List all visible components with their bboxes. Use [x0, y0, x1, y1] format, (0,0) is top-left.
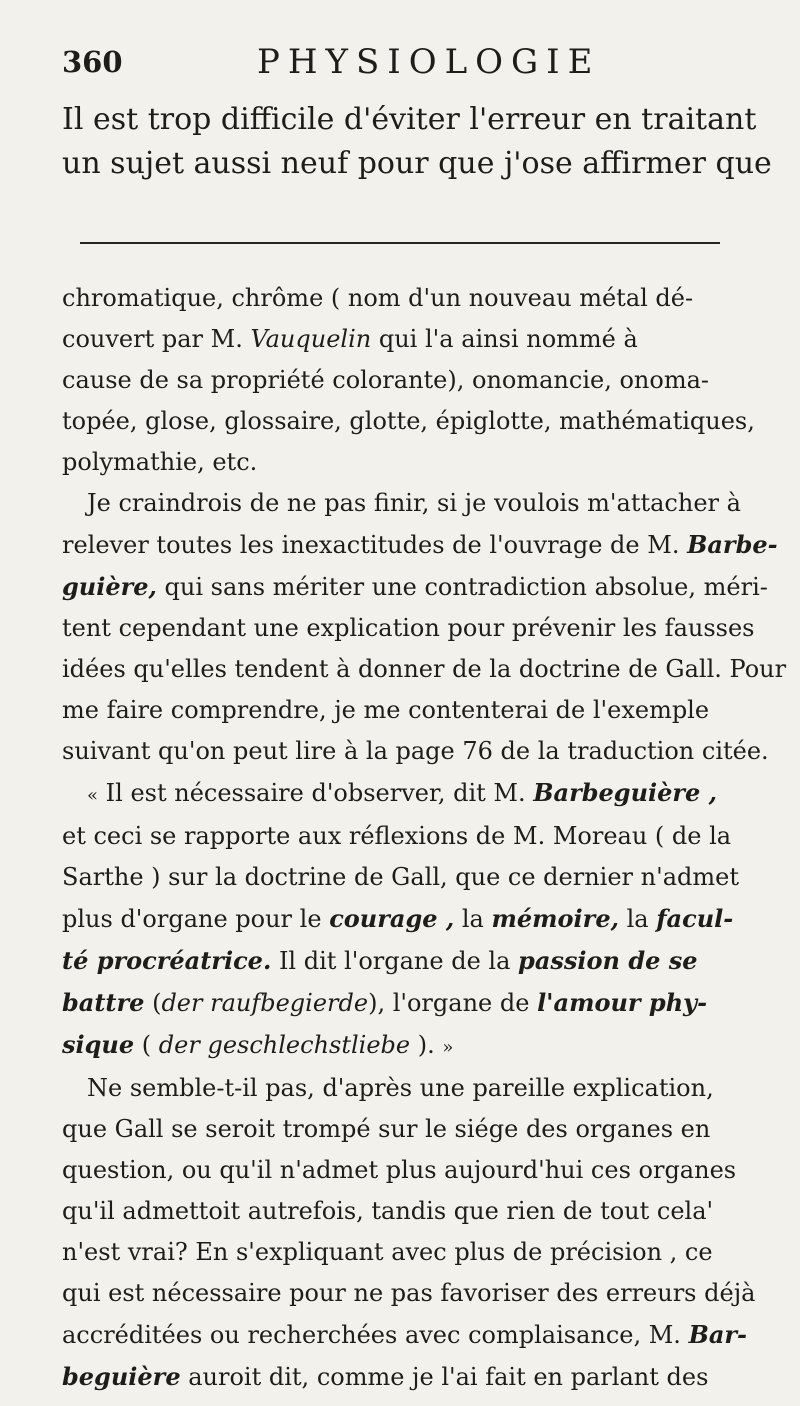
text-line: que Gall se seroit trompé sur le siége des organes en [62, 1115, 711, 1143]
text-line: plus d'organe pour le courage , la mémoire, la facul- [62, 904, 734, 933]
footnote-divider [80, 242, 720, 244]
text-line: beguière auroit dit, comme je l'ai fait en parlant des [62, 1362, 709, 1391]
text-line: cause de sa propriété colorante), onomancie, onoma- [62, 366, 709, 394]
text-line: question, ou qu'il n'admet plus aujourd'hui ces organes [62, 1156, 737, 1184]
text-line: accréditées ou recherchées avec complaisance, M. Bar- [62, 1320, 748, 1349]
text-line: tent cependant une explication pour prévenir les fausses [62, 614, 755, 642]
text-line: suivant qu'on peut lire à la page 76 de la traduction citée. [62, 737, 769, 765]
main-text-block [62, 98, 777, 186]
text-line: Je craindrois de ne pas finir, si je voulois m'attacher à [87, 489, 741, 517]
text-line: et ceci se rapporte aux réflexions de M. Moreau ( de la [62, 822, 732, 850]
text-line: Ne semble-t-il pas, d'après une pareille explication, [87, 1074, 714, 1102]
page-header [62, 44, 762, 88]
italic-name: Barbe- [687, 530, 778, 559]
text-line: un sujet aussi neuf pour que j'ose affirmer que [62, 146, 772, 181]
text-line: polymathie, etc. [62, 448, 258, 476]
text-line: qui est nécessaire pour ne pas favoriser des erreurs déjà [62, 1279, 756, 1307]
page-number: 360 [62, 45, 123, 79]
text-line: relever toutes les inexactitudes de l'ouvrage de M. Barbe- [62, 530, 778, 559]
text-line: té procréatrice. Il dit l'organe de la passion de se [62, 946, 698, 975]
text-line: qu'il admettoit autrefois, tandis que rien de tout cela' [62, 1197, 714, 1225]
text-line: guière, qui sans mériter une contradiction absolue, méri- [62, 572, 768, 601]
italic-name: Barbeguière , [533, 778, 718, 807]
running-head: PHYSIOLOGIE [257, 42, 601, 82]
text-line: Il est trop difficile d'éviter l'erreur en traitant [62, 102, 757, 137]
italic-name: beguière [62, 1362, 181, 1391]
text-line: Sarthe ) sur la doctrine de Gall, que ce dernier n'admet [62, 863, 739, 891]
text-line: couvert par M. Vauquelin qui l'a ainsi nommé à [62, 325, 638, 353]
italic-name: guière, [62, 572, 157, 601]
footnote-text-block [62, 278, 787, 1398]
text-line: « Il est nécessaire d'observer, dit M. Barbeguière , [87, 778, 718, 807]
italic-name: Vauquelin [250, 325, 372, 353]
italic-name: Bar- [688, 1320, 748, 1349]
text-line: chromatique, chrôme ( nom d'un nouveau métal dé- [62, 284, 694, 312]
text-line: me faire comprendre, je me contenterai de l'exemple [62, 696, 710, 724]
text-line: sique ( der geschlechstliebe ). » [62, 1030, 454, 1059]
text-line: idées qu'elles tendent à donner de la doctrine de Gall. Pour [62, 655, 787, 683]
text-line: battre (der raufbegierde), l'organe de l'amour phy- [62, 988, 708, 1017]
text-line: topée, glose, glossaire, glotte, épiglotte, mathématiques, [62, 407, 755, 435]
text-line: n'est vrai? En s'expliquant avec plus de précision , ce [62, 1238, 713, 1266]
